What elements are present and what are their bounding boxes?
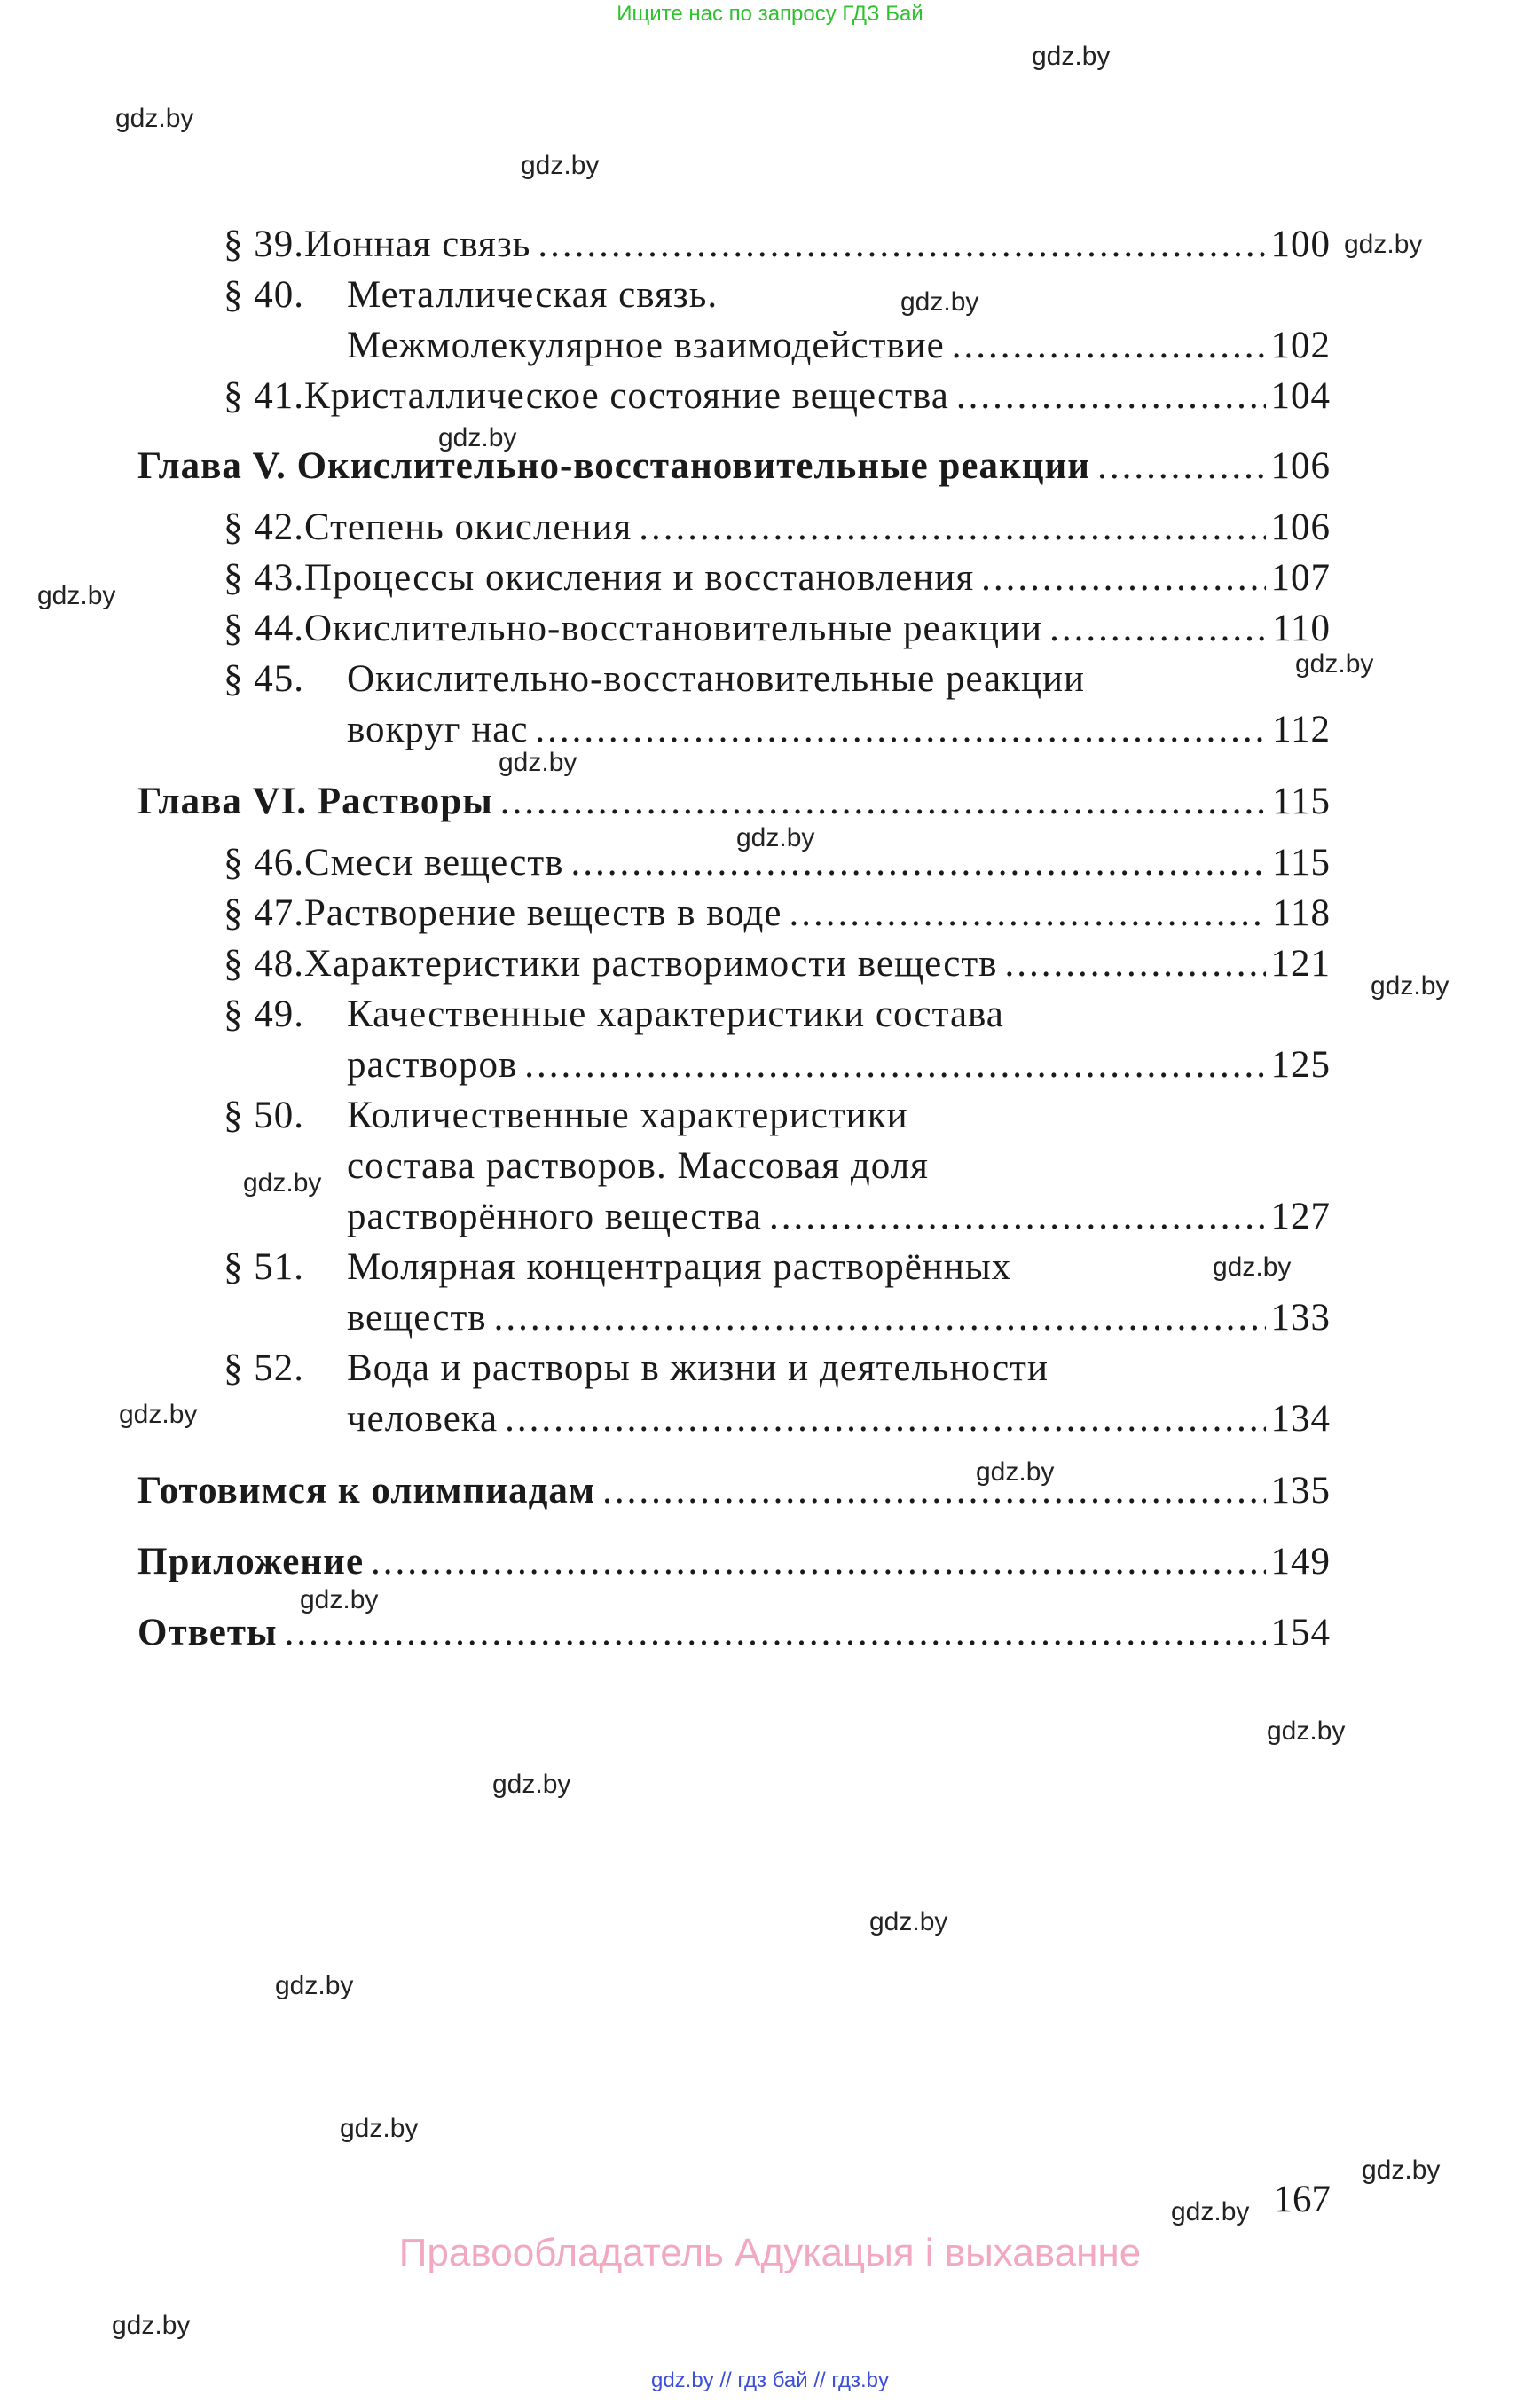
toc-title: Степень окисления [304,507,632,548]
toc-number: § 51. [224,1246,304,1288]
toc-number: § 45. [224,658,304,700]
toc-number: § 39. [224,224,304,265]
leader-dots [524,1041,1265,1090]
toc-title: Глава V. Окислительно-восстановительные реакции [138,445,1091,487]
toc-title: Кристаллическое состояние вещества [304,375,949,417]
toc-number: § 40. [224,274,304,316]
toc-page: 125 [1270,1044,1331,1086]
leader-dots [1049,604,1267,654]
toc-number: § 49. [224,993,304,1035]
toc-title: Окислительно-восстановительные реакции [347,658,1086,700]
watermark: gdz.by [1344,230,1423,259]
leader-dots [639,503,1265,553]
toc-page: 154 [1270,1612,1331,1653]
toc-entry [224,554,1331,603]
watermark: gdz.by [112,2311,191,2340]
toc-page: 149 [1270,1541,1331,1582]
toc-entry-continuation [347,1142,1331,1191]
toc-entry [224,1091,1331,1141]
toc-entry [224,1243,1331,1292]
toc-page: 115 [1272,781,1331,822]
watermark: gdz.by [869,1907,948,1936]
toc-page: 104 [1270,375,1331,417]
toc-title: Металлическая связь. [347,274,719,316]
toc-chapter [138,442,1331,491]
toc-number: § 44. [224,608,304,649]
toc-title: Ответы [138,1612,278,1653]
toc-entry-continuation [347,705,1331,755]
toc-page: 133 [1270,1297,1331,1339]
toc-title: Окислительно-восстановительные реакции [304,608,1043,649]
toc-number: § 41. [224,375,304,417]
watermark: gdz.by [115,104,194,133]
watermark: gdz.by [119,1400,198,1429]
toc-title: Вода и растворы в жизни и деятельности [347,1347,1049,1389]
bottom-links: gdz.by // гдз бай // гдз.by [650,2368,890,2392]
top-banner: Ищите нас по запросу ГДЗ Бай [617,2,923,26]
toc-number: § 42. [224,507,304,548]
toc-entry [224,990,1331,1040]
toc-number: § 46. [224,842,304,883]
toc-entry-continuation [347,321,1331,371]
toc-chapter [138,1466,1331,1516]
watermark: gdz.by [1295,649,1374,679]
watermark: gdz.by [492,1770,571,1799]
toc-entry [224,838,1331,888]
toc-number: § 50. [224,1095,304,1136]
leader-dots [505,1394,1265,1444]
toc-page: 100 [1270,224,1331,265]
toc-entry [224,604,1331,654]
toc-entry-continuation [347,1041,1331,1090]
toc-entry [224,655,1331,704]
toc-chapter [138,777,1331,827]
toc-page: 115 [1272,842,1331,883]
watermark: gdz.by [1171,2197,1250,2226]
toc-page: 107 [1270,557,1331,599]
toc-title: вокруг нас [347,709,529,750]
leader-dots [956,372,1266,421]
watermark: gdz.by [736,823,815,852]
watermark: gdz.by [1213,1253,1292,1282]
leader-dots [371,1537,1265,1587]
toc-entry [224,889,1331,938]
leader-dots [952,321,1266,371]
watermark: gdz.by [1032,42,1111,71]
watermark: gdz.by [976,1457,1055,1487]
watermark: gdz.by [1362,2156,1441,2185]
leader-dots [981,554,1265,603]
toc-number: § 47. [224,892,304,934]
watermark: gdz.by [243,1168,322,1198]
toc-page: 112 [1272,709,1331,750]
leader-dots [494,1293,1266,1343]
leader-dots [538,220,1265,270]
toc-page: 106 [1270,445,1331,487]
copyright-notice: Правообладатель Адукацыя і выхаванне [398,2231,1142,2274]
toc-title: веществ [347,1297,487,1339]
leader-dots [1004,939,1265,989]
toc-entry [224,939,1331,989]
watermark: gdz.by [37,581,116,610]
toc-page: 127 [1270,1196,1331,1237]
toc-chapter [138,1608,1331,1658]
toc-title: Процессы окисления и восстановления [304,557,975,599]
toc-page: 135 [1270,1470,1331,1512]
toc-title: Глава VI. Растворы [138,781,493,822]
toc-entry-continuation [347,1293,1331,1343]
leader-dots [602,1466,1265,1516]
toc-title: Приложение [138,1541,365,1582]
leader-dots [789,889,1267,938]
toc-title: Количественные характеристики [347,1095,908,1136]
watermark: gdz.by [300,1585,379,1614]
toc-title: Молярная концентрация растворённых [347,1246,1012,1288]
leader-dots [570,838,1267,888]
leader-dots [769,1192,1266,1242]
toc-entry-continuation [347,1394,1331,1444]
leader-dots [285,1608,1266,1658]
toc-number: § 52. [224,1347,304,1389]
watermark: gdz.by [275,1971,354,2000]
toc-number: § 48. [224,943,304,985]
toc-title: Смеси веществ [304,842,564,883]
toc-title: Готовимся к олимпиадам [138,1470,596,1512]
toc-title: растворов [347,1044,518,1086]
toc-title: состава растворов. Массовая доля [347,1145,929,1187]
toc-entry [224,1344,1331,1394]
toc-title: Межмолекулярное взаимодействие [347,325,945,366]
toc-page: 106 [1270,507,1331,548]
leader-dots [1097,442,1265,491]
toc-title: Характеристики растворимости веществ [304,943,998,985]
toc-title: растворённого вещества [347,1196,762,1237]
leader-dots [535,705,1267,755]
toc-page: 118 [1272,892,1331,934]
toc-chapter [138,1537,1331,1587]
toc-page: 102 [1270,325,1331,366]
watermark: gdz.by [900,287,979,317]
watermark: gdz.by [499,748,578,777]
toc-page: 110 [1272,608,1331,649]
toc-title: человека [347,1398,499,1440]
toc-entry [224,372,1331,421]
watermark: gdz.by [438,423,517,452]
page-number: 167 [1273,2179,1331,2220]
toc-number: § 43. [224,557,304,599]
watermark: gdz.by [1371,971,1450,1001]
toc-title: Растворение веществ в воде [304,892,782,934]
toc-entry-continuation [347,1192,1331,1242]
watermark: gdz.by [521,151,600,180]
toc-title: Ионная связь [304,224,531,265]
toc-entry [224,220,1331,270]
toc-page: 121 [1270,943,1331,985]
toc-page: 134 [1270,1398,1331,1440]
toc-entry [224,271,1331,320]
leader-dots [500,777,1267,827]
watermark: gdz.by [340,2114,419,2143]
watermark: gdz.by [1267,1716,1346,1746]
toc-title: Качественные характеристики состава [347,993,1004,1035]
toc-entry [224,503,1331,553]
